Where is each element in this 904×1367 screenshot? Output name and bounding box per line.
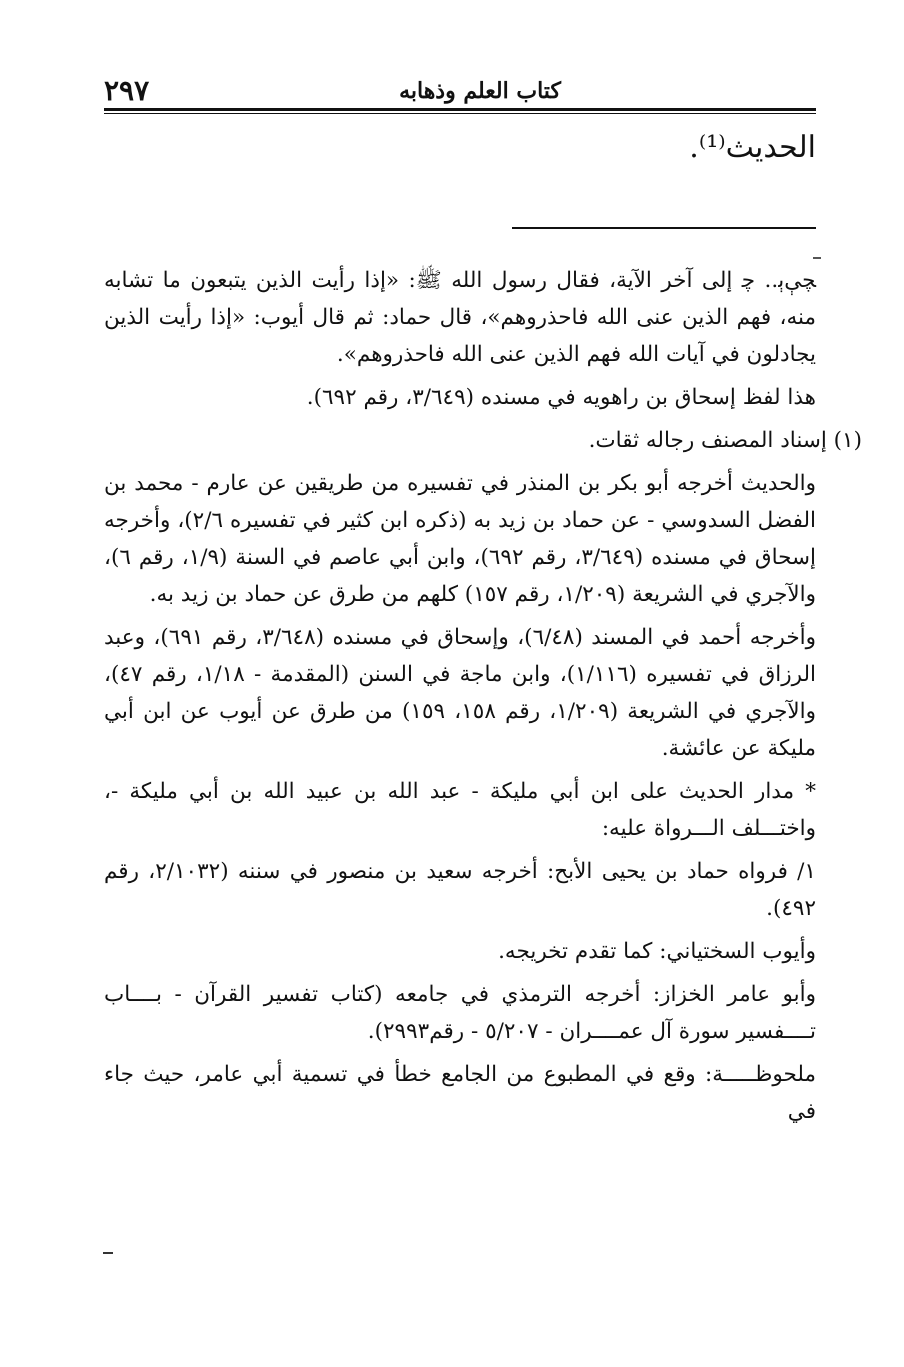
margin-mark [813, 257, 821, 259]
footnote-paragraph: والحديث أخرجه أبو بكر بن المنذر في تفسيره من طريقين عن عارم - محمد بن الفضل السدوسي - عن حماد بن زيد به (ذكره ابن كثير في تفسيره ٢/٦)، وأخرجه إسحاق في مسنده (٣/٦٤٩، رقم ٦٩٢)، وابن أبي عاصم في السنة (١/٩، رقم ٦)، والآجري في الشريعة (١/٢٠٩، رقم ١٥٧) كلهم من طرق عن حماد بن زيد به. [104, 471, 816, 607]
footnote-paragraph: * مدار الحديث على ابن أبي مليكة - عبد الله بن عبيد الله بن أبي مليكة -، واختـــلف الـــرواة عليه: [104, 779, 816, 841]
footnote-paragraph: ١/ فرواه حماد بن يحيى الأبح: أخرجه سعيد بن منصور في سننه (٢/١٠٣٢، رقم ٤٩٢). [104, 859, 816, 921]
footnote-paragraph: وأبو عامر الخزاز: أخرجه الترمذي في جامعه (كتاب تفسير القرآن - بــــاب تــــفسير سورة آل عمــــران - ٥/٢٠٧ - رقم٢٩٩٣). [104, 982, 816, 1044]
page-number: ٢٩٧ [104, 74, 150, 107]
header-rule-thin [104, 113, 816, 114]
footnote-continuation: ﭽﯥﯦ.. ﭼ إلى آخر الآية، فقال رسول الله ﷺ: «إذا رأيت الذين يتبعون ما تشابه منه، فهم الذين عنى الله فاحذروهم»، قال حماد: ثم قال أيوب: «إذا رأيت الذين يجادلون في آيات الله فهم الذين عنى الله فاحذروهم». [104, 268, 816, 367]
header-rule [104, 108, 816, 111]
bottom-margin-mark [103, 1252, 113, 1254]
footnote-paragraph: ملحوظـــــة: وقع في المطبوع من الجامع خطأ في تسمية أبي عامر، حيث جاء في [104, 1062, 816, 1124]
main-text-continuation: الحديث⁽¹⁾. [689, 130, 816, 165]
footnote-separator [512, 227, 816, 229]
footnote-1-heading: (١) إسناد المصنف رجاله ثقات. [588, 428, 862, 453]
footnotes-block [104, 262, 862, 1136]
footnote-paragraph: وأخرجه أحمد في المسند (٦/٤٨)، وإسحاق في مسنده (٣/٦٤٨، رقم ٦٩١)، وعبد الرزاق في تفسيره (١/١١٦)، وابن ماجة في السنن (المقدمة - ١/١٨، رقم ٤٧)، والآجري في الشريعة (١/٢٠٩، رقم ١٥٨، ١٥٩) من طرق عن أيوب عن ابن أبي مليكة عن عائشة. [104, 625, 817, 761]
footnote-paragraph: وأيوب السختياني: كما تقدم تخريجه. [498, 939, 816, 964]
footnote-source-line: هذا لفظ إسحاق بن راهويه في مسنده (٣/٦٤٩، رقم ٦٩٢). [306, 385, 816, 410]
running-header-title: كتاب العلم وذهابه [399, 78, 561, 104]
